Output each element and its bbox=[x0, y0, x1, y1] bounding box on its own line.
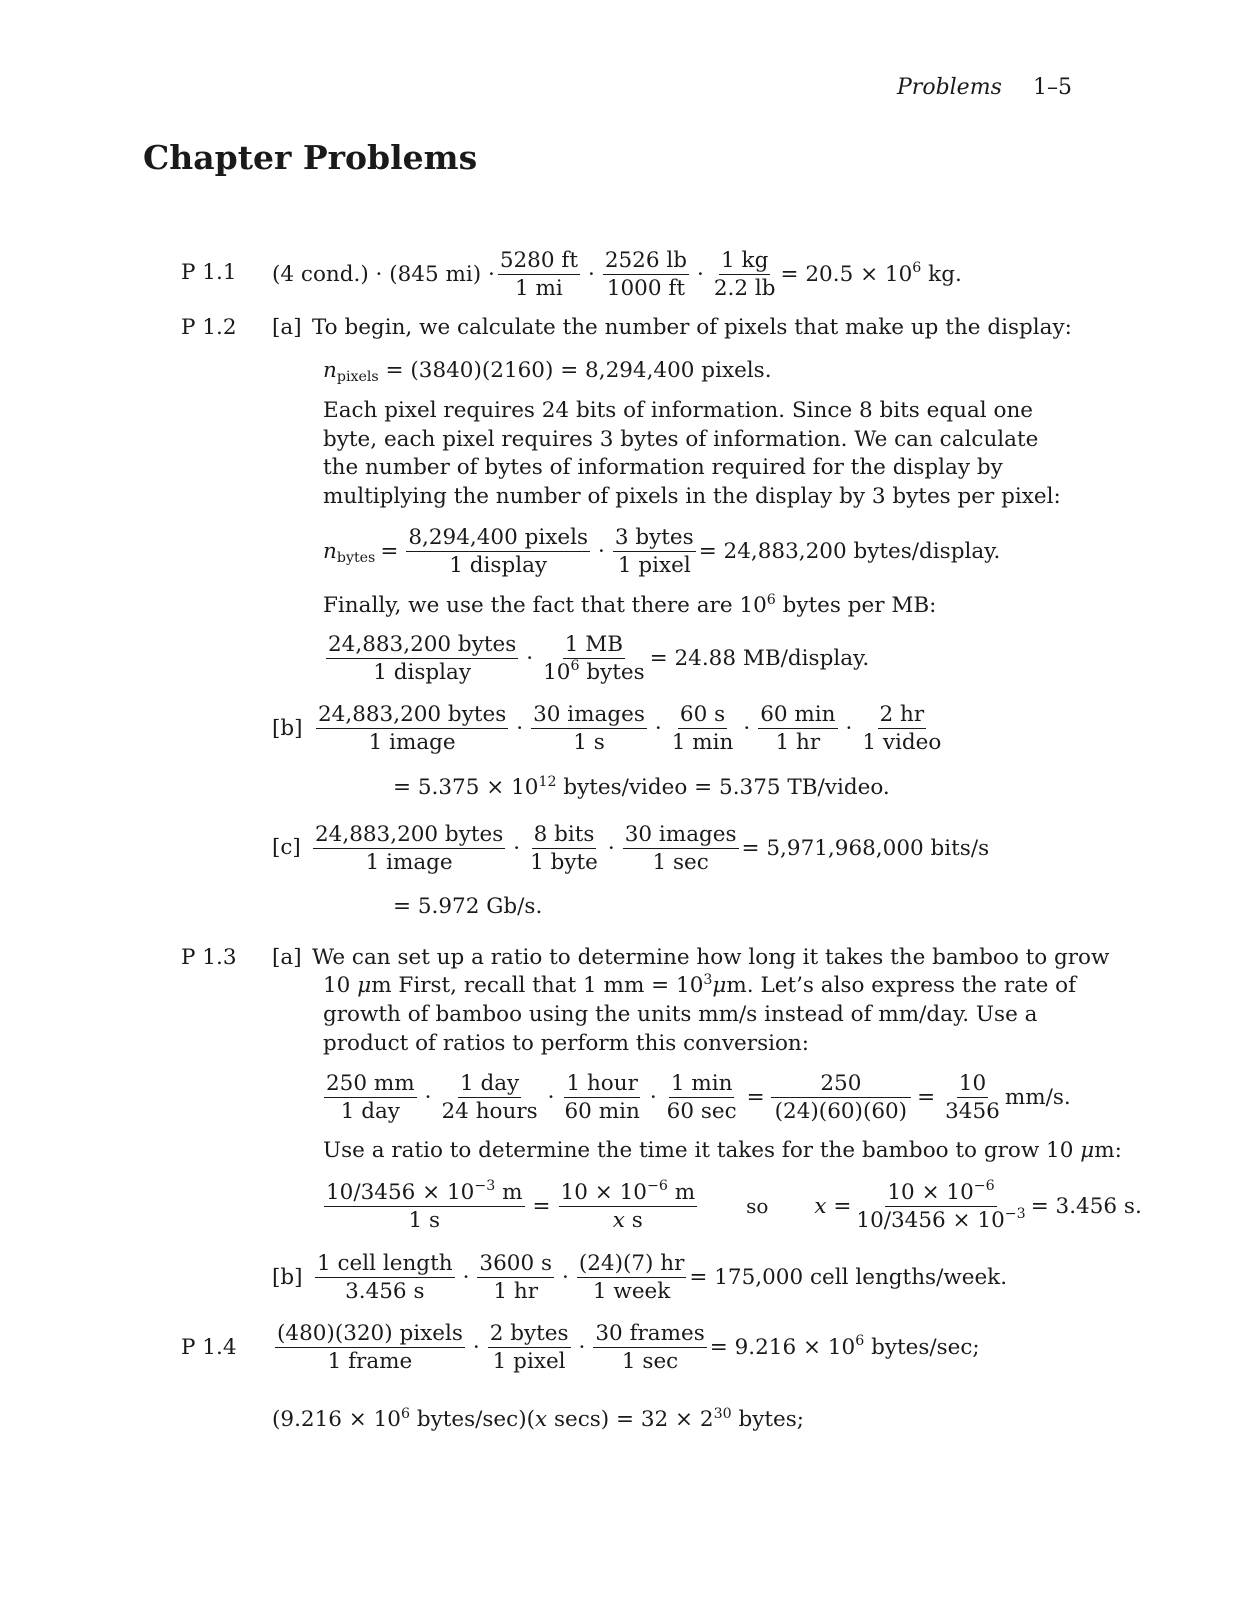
p12b-result: = $5.375 \times 10^{12}$ bytes/video = 5.375 TB/video. bbox=[393, 773, 890, 800]
time-result: = 3.456 s. bbox=[1030, 1193, 1142, 1219]
nbytes-result: = 24,883,200 bytes/display. bbox=[698, 538, 1001, 564]
p12b-fraction-4: $\frac{60 \min}{1 hr}$ bbox=[760, 701, 836, 755]
p13b-equation: $\frac{\text{1 cell length}}{3.456 s}$ · $\frac{3600 s}{1 hr}$ · $\frac{(24)(7) hr}{\text{1 week}}$ = 175,000 cell lengths/week. bbox=[317, 1250, 1008, 1304]
p11-fraction-3: $\frac{1 kg}{2.2 lb}$ bbox=[713, 247, 776, 301]
part-label-a: [a] bbox=[272, 315, 302, 340]
rate-fraction-4: $\frac{1 \min}{60 \sec}$ bbox=[666, 1070, 737, 1124]
rate-fraction-6: $\frac{10}{3456}$ bbox=[945, 1070, 1000, 1124]
rate-unit: mm/s. bbox=[1004, 1084, 1071, 1110]
p14-fraction-1: $\frac{\text{(480)(320) pixels}}{\text{1 frame}}$ bbox=[277, 1320, 463, 1374]
p11-fraction-2: $\frac{2526 lb}{1000 ft}$ bbox=[604, 247, 688, 301]
rate-fraction-5: $\frac{250}{(24)(60)(60)}$ bbox=[773, 1070, 909, 1125]
p12c-fraction-2: $\frac{\text{8 bits}}{\text{1 byte}}$ bbox=[530, 821, 598, 875]
p12b-fraction-5: $\frac{2 hr}{\text{1 video}}$ bbox=[862, 701, 942, 755]
page-number: 1–5 bbox=[1033, 75, 1072, 100]
p13a-line-3: growth of bamboo using the units mm/s instead of mm/day. Use a bbox=[323, 1002, 1038, 1027]
p11-result: = $20.5 \times 10^6$ kg. bbox=[780, 260, 962, 287]
p13a-line-1: We can set up a ratio to determine how long it takes the bamboo to grow bbox=[312, 945, 1110, 970]
p12a-intro: To begin, we calculate the number of pixels that make up the display: bbox=[312, 315, 1072, 340]
rate-fraction-1: $\frac{250 mm}{\text{1 day}}$ bbox=[326, 1070, 415, 1124]
p14-fraction-3: $\frac{\text{30 frames}}{1 \sec}$ bbox=[595, 1320, 705, 1374]
p12-npixels-equation: $n_{pixels} = (3840)(2160) = 8,294,400$ pixels. bbox=[323, 358, 772, 386]
p12b-equation: $\frac{\text{24,883,200 bytes}}{\text{1 image}}$ · $\frac{\text{30 images}}{1 s}$ · $\frac{60 s}{1 \min}$ · $\frac{60 \min}{1 hr}$ · $\frac{2 hr}{\text{1 video}}$ bbox=[318, 701, 942, 755]
p12b-fraction-1: $\frac{\text{24,883,200 bytes}}{\text{1 image}}$ bbox=[318, 701, 507, 755]
p14-line-2: ($9.216 \times 10^6$ bytes/sec)(x $\sec s) = 32 \times 2^{30}$ bytes; bbox=[272, 1405, 805, 1432]
p13b-result: = 175,000 cell lengths/week. bbox=[689, 1264, 1008, 1290]
p11-lead: (4 cond.) · (845 mi) · bbox=[272, 261, 495, 287]
time-fraction-2: $\frac{10 \times 10^{-6} m}{\text{x s}}$ bbox=[560, 1178, 696, 1233]
p13-rate-equation: $\frac{250 mm}{\text{1 day}}$ · $\frac{\text{1 day}}{\text{24 hours}}$ · $\frac{\text{1 hour}}{60 \min}$ · $\frac{1 \min}{60 \sec}$ = $\frac{250}{(24)(60)(60)}$ = $\frac{10}{3456}$ mm/s. bbox=[326, 1070, 1071, 1124]
p13b-fraction-3: $\frac{(24)(7) hr}{\text{1 week}}$ bbox=[578, 1250, 685, 1304]
mb-fraction-2: $\frac{1 MB}{10^6 bytes}$ bbox=[543, 631, 645, 685]
time-fraction-3: $\frac{10 \times 10^{-6}}{10/3456 \times 10^{-3}}$ bbox=[856, 1178, 1026, 1233]
p13-ratio-text: Use a ratio to determine the time it takes for the bamboo to grow 10 μm: bbox=[323, 1138, 1122, 1163]
x-equals: x = bbox=[814, 1193, 852, 1219]
nbytes-fraction-2: $\frac{\text{3 bytes}}{\text{1 pixel}}$ bbox=[614, 524, 694, 578]
p14-fraction-2: $\frac{\text{2 bytes}}{\text{1 pixel}}$ bbox=[489, 1320, 569, 1374]
p14-equation: $\frac{\text{(480)(320) pixels}}{\text{1 frame}}$ · $\frac{\text{2 bytes}}{\text{1 pixel}}$ · $\frac{\text{30 frames}}{1 \sec}$ = $9.216 \times 10^6$ bytes/sec; bbox=[277, 1320, 980, 1374]
rate-fraction-3: $\frac{\text{1 hour}}{60 \min}$ bbox=[564, 1070, 640, 1124]
part-label-b-13: [b] bbox=[272, 1265, 303, 1290]
p12-paragraph-bytes: Each pixel requires 24 bits of information. Since 8 bits equal one byte, each pixel requires 3 bytes of information. We can calculate the number of bytes of information required for the display by multiplying the number of pixels in the display by 3 bytes per pixel: bbox=[323, 398, 1061, 509]
p12b-fraction-2: $\frac{\text{30 images}}{1 s}$ bbox=[533, 701, 645, 755]
p12c-equation: $\frac{\text{24,883,200 bytes}}{\text{1 image}}$ · $\frac{\text{8 bits}}{\text{1 byte}}$ · $\frac{\text{30 images}}{1 \sec}$ = 5,971,968,000 bits/s bbox=[315, 821, 990, 875]
p13b-fraction-2: $\frac{3600 s}{1 hr}$ bbox=[479, 1250, 552, 1304]
p12-nbytes-equation: $n_{bytes}$ = $\frac{\text{8,294,400 pixels}}{\text{1 display}}$ · $\frac{\text{3 bytes}}{\text{1 pixel}}$ = 24,883,200 bytes/display. bbox=[323, 524, 1001, 578]
part-label-a-13: [a] bbox=[272, 945, 302, 970]
p12c-result-2: = 5.972 Gb/s. bbox=[393, 894, 543, 919]
p12c-result: = 5,971,968,000 bits/s bbox=[741, 835, 990, 861]
problem-label-1-2: P 1.2 bbox=[181, 315, 237, 340]
problem-label-1-4: P 1.4 bbox=[181, 1335, 237, 1360]
p14-result: = $9.216 \times 10^6$ bytes/sec; bbox=[709, 1333, 980, 1360]
part-label-b: [b] bbox=[272, 716, 303, 741]
time-fraction-1: $\frac{10/3456 \times 10^{-3} m}{1 s}$ bbox=[326, 1178, 523, 1233]
p13b-fraction-1: $\frac{\text{1 cell length}}{3.456 s}$ bbox=[317, 1250, 453, 1304]
p12c-fraction-3: $\frac{\text{30 images}}{1 \sec}$ bbox=[624, 821, 737, 875]
mb-result: = 24.88 MB/display. bbox=[649, 645, 870, 671]
p12-finally-text: Finally, we use the fact that there are $10^6$ bytes per MB: bbox=[323, 591, 937, 618]
so-word: so bbox=[746, 1194, 769, 1218]
nbytes-var: $n_{bytes}$ bbox=[323, 538, 376, 566]
p13a-line-2: 10 μm First, recall that 1 mm = $10^3\mu m$. Let’s also express the rate of bbox=[323, 971, 1077, 998]
nbytes-fraction-1: $\frac{\text{8,294,400 pixels}}{\text{1 display}}$ bbox=[408, 524, 589, 578]
problem-label-1-3: P 1.3 bbox=[181, 945, 237, 970]
p13-time-equation: $\frac{10/3456 \times 10^{-3} m}{1 s}$ = $\frac{10 \times 10^{-6} m}{\text{x s}}$ so x = $\frac{10 \times 10^{-6}}{10/3456 \times 10^{-3}}$ = 3.456 s. bbox=[326, 1178, 1142, 1233]
problem-label-1-1: P 1.1 bbox=[181, 260, 237, 285]
p12-mb-equation: $\frac{\text{24,883,200 bytes}}{\text{1 display}}$ · $\frac{1 MB}{10^6 bytes}$ = 24.88 MB/display. bbox=[328, 631, 870, 685]
rate-fraction-2: $\frac{\text{1 day}}{\text{24 hours}}$ bbox=[441, 1070, 538, 1124]
mb-fraction-1: $\frac{\text{24,883,200 bytes}}{\text{1 display}}$ bbox=[328, 631, 517, 685]
running-header-section: Problems bbox=[897, 75, 1002, 100]
p12b-fraction-3: $\frac{60 s}{1 \min}$ bbox=[671, 701, 734, 755]
p11-fraction-1: $\frac{5280 ft}{1 mi}$ bbox=[499, 247, 578, 301]
p11-equation: (4 cond.) · (845 mi) · $\frac{5280 ft}{1 mi}$ · $\frac{2526 lb}{1000 ft}$ · $\frac{1 kg}{2.2 lb}$ = $20.5 \times 10^6$ kg. bbox=[272, 247, 962, 301]
part-label-c: [c] bbox=[272, 835, 301, 860]
p13a-line-4: product of ratios to perform this conversion: bbox=[323, 1031, 810, 1056]
p12c-fraction-1: $\frac{\text{24,883,200 bytes}}{\text{1 image}}$ bbox=[315, 821, 504, 875]
chapter-title: Chapter Problems bbox=[143, 138, 478, 177]
